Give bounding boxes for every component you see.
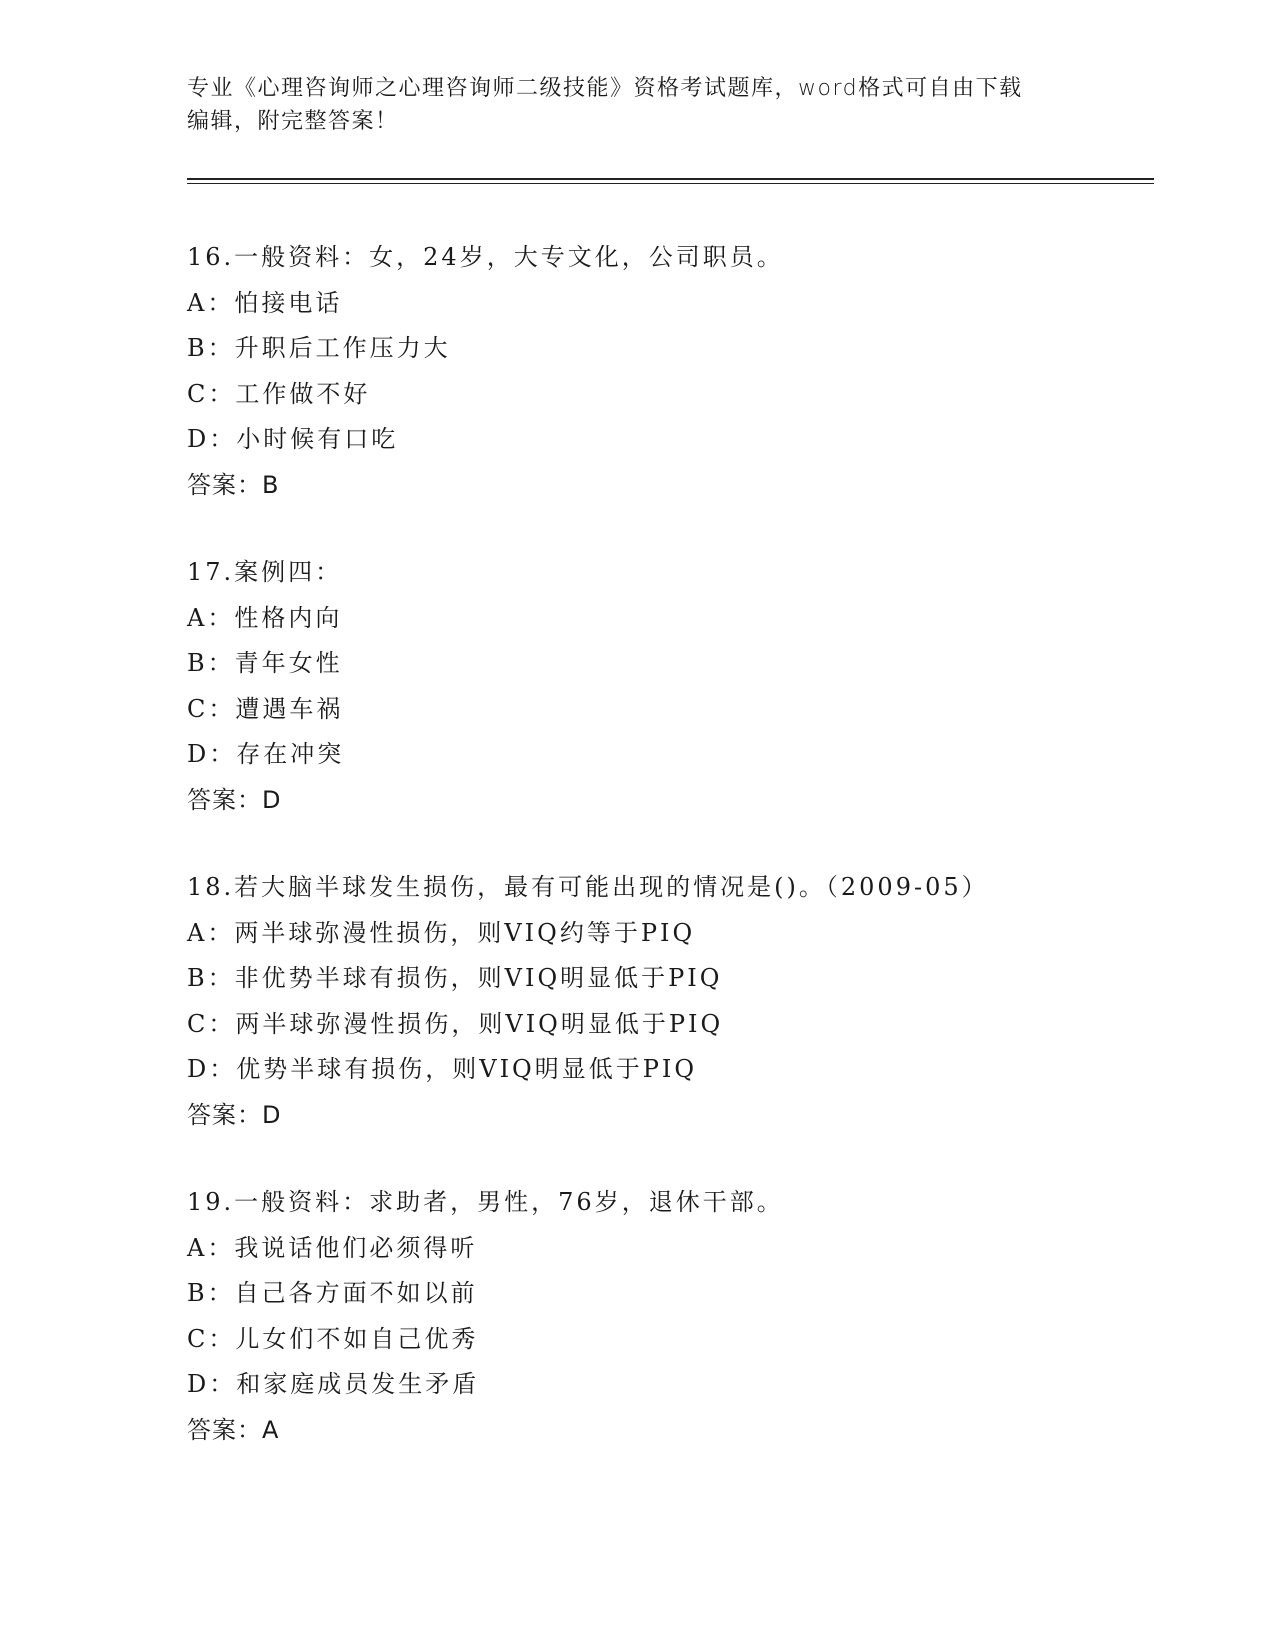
header-divider-thick: [187, 178, 1154, 180]
document-header: [187, 72, 1067, 138]
question-stem: 19.一般资料：求助者，男性，76岁，退休干部。: [187, 1188, 784, 1216]
header-line-2: 编辑，附完整答案！: [187, 109, 399, 134]
question-list: [187, 235, 1147, 1495]
option-a: A：性格内向: [187, 603, 343, 632]
option-b: B：非优势半球有损伤，则VIQ明显低于PIQ: [187, 964, 723, 992]
question-17: [187, 550, 1147, 823]
answer-line: 答案：D: [187, 1100, 282, 1129]
question-18: [187, 865, 1147, 1138]
option-b: B：升职后工作压力大: [187, 334, 451, 362]
option-c: C：儿女们不如自己优秀: [187, 1324, 479, 1353]
option-c: C：两半球弥漫性损伤，则VIQ明显低于PIQ: [187, 1009, 724, 1038]
option-d: D：小时候有口吃: [187, 425, 399, 453]
answer-line: 答案：B: [187, 470, 280, 499]
header-line-1: 专业《心理咨询师之心理咨询师二级技能》资格考试题库，word格式可自由下载: [187, 76, 1023, 101]
option-d: D：存在冲突: [187, 740, 345, 768]
option-c: C：遭遇车祸: [187, 694, 344, 723]
option-b: B：自己各方面不如以前: [187, 1279, 478, 1307]
option-d: D：优势半球有损伤，则VIQ明显低于PIQ: [187, 1055, 698, 1083]
answer-line: 答案：A: [187, 1415, 280, 1444]
option-b: B：青年女性: [187, 649, 343, 677]
option-a: A：两半球弥漫性损伤，则VIQ约等于PIQ: [187, 918, 696, 947]
option-a: A：怕接电话: [187, 288, 343, 317]
question-19: [187, 1180, 1147, 1453]
question-stem: 17.案例四：: [187, 558, 343, 586]
question-16: [187, 235, 1147, 508]
option-a: A：我说话他们必须得听: [187, 1233, 478, 1262]
header-divider-thin: [187, 183, 1154, 184]
option-d: D：和家庭成员发生矛盾: [187, 1370, 480, 1398]
question-stem: 16.一般资料：女，24岁，大专文化，公司职员。: [187, 243, 784, 271]
answer-line: 答案：D: [187, 785, 282, 814]
option-c: C：工作做不好: [187, 379, 371, 408]
question-stem: 18.若大脑半球发生损伤，最有可能出现的情况是()。（2009-05）: [187, 873, 989, 901]
